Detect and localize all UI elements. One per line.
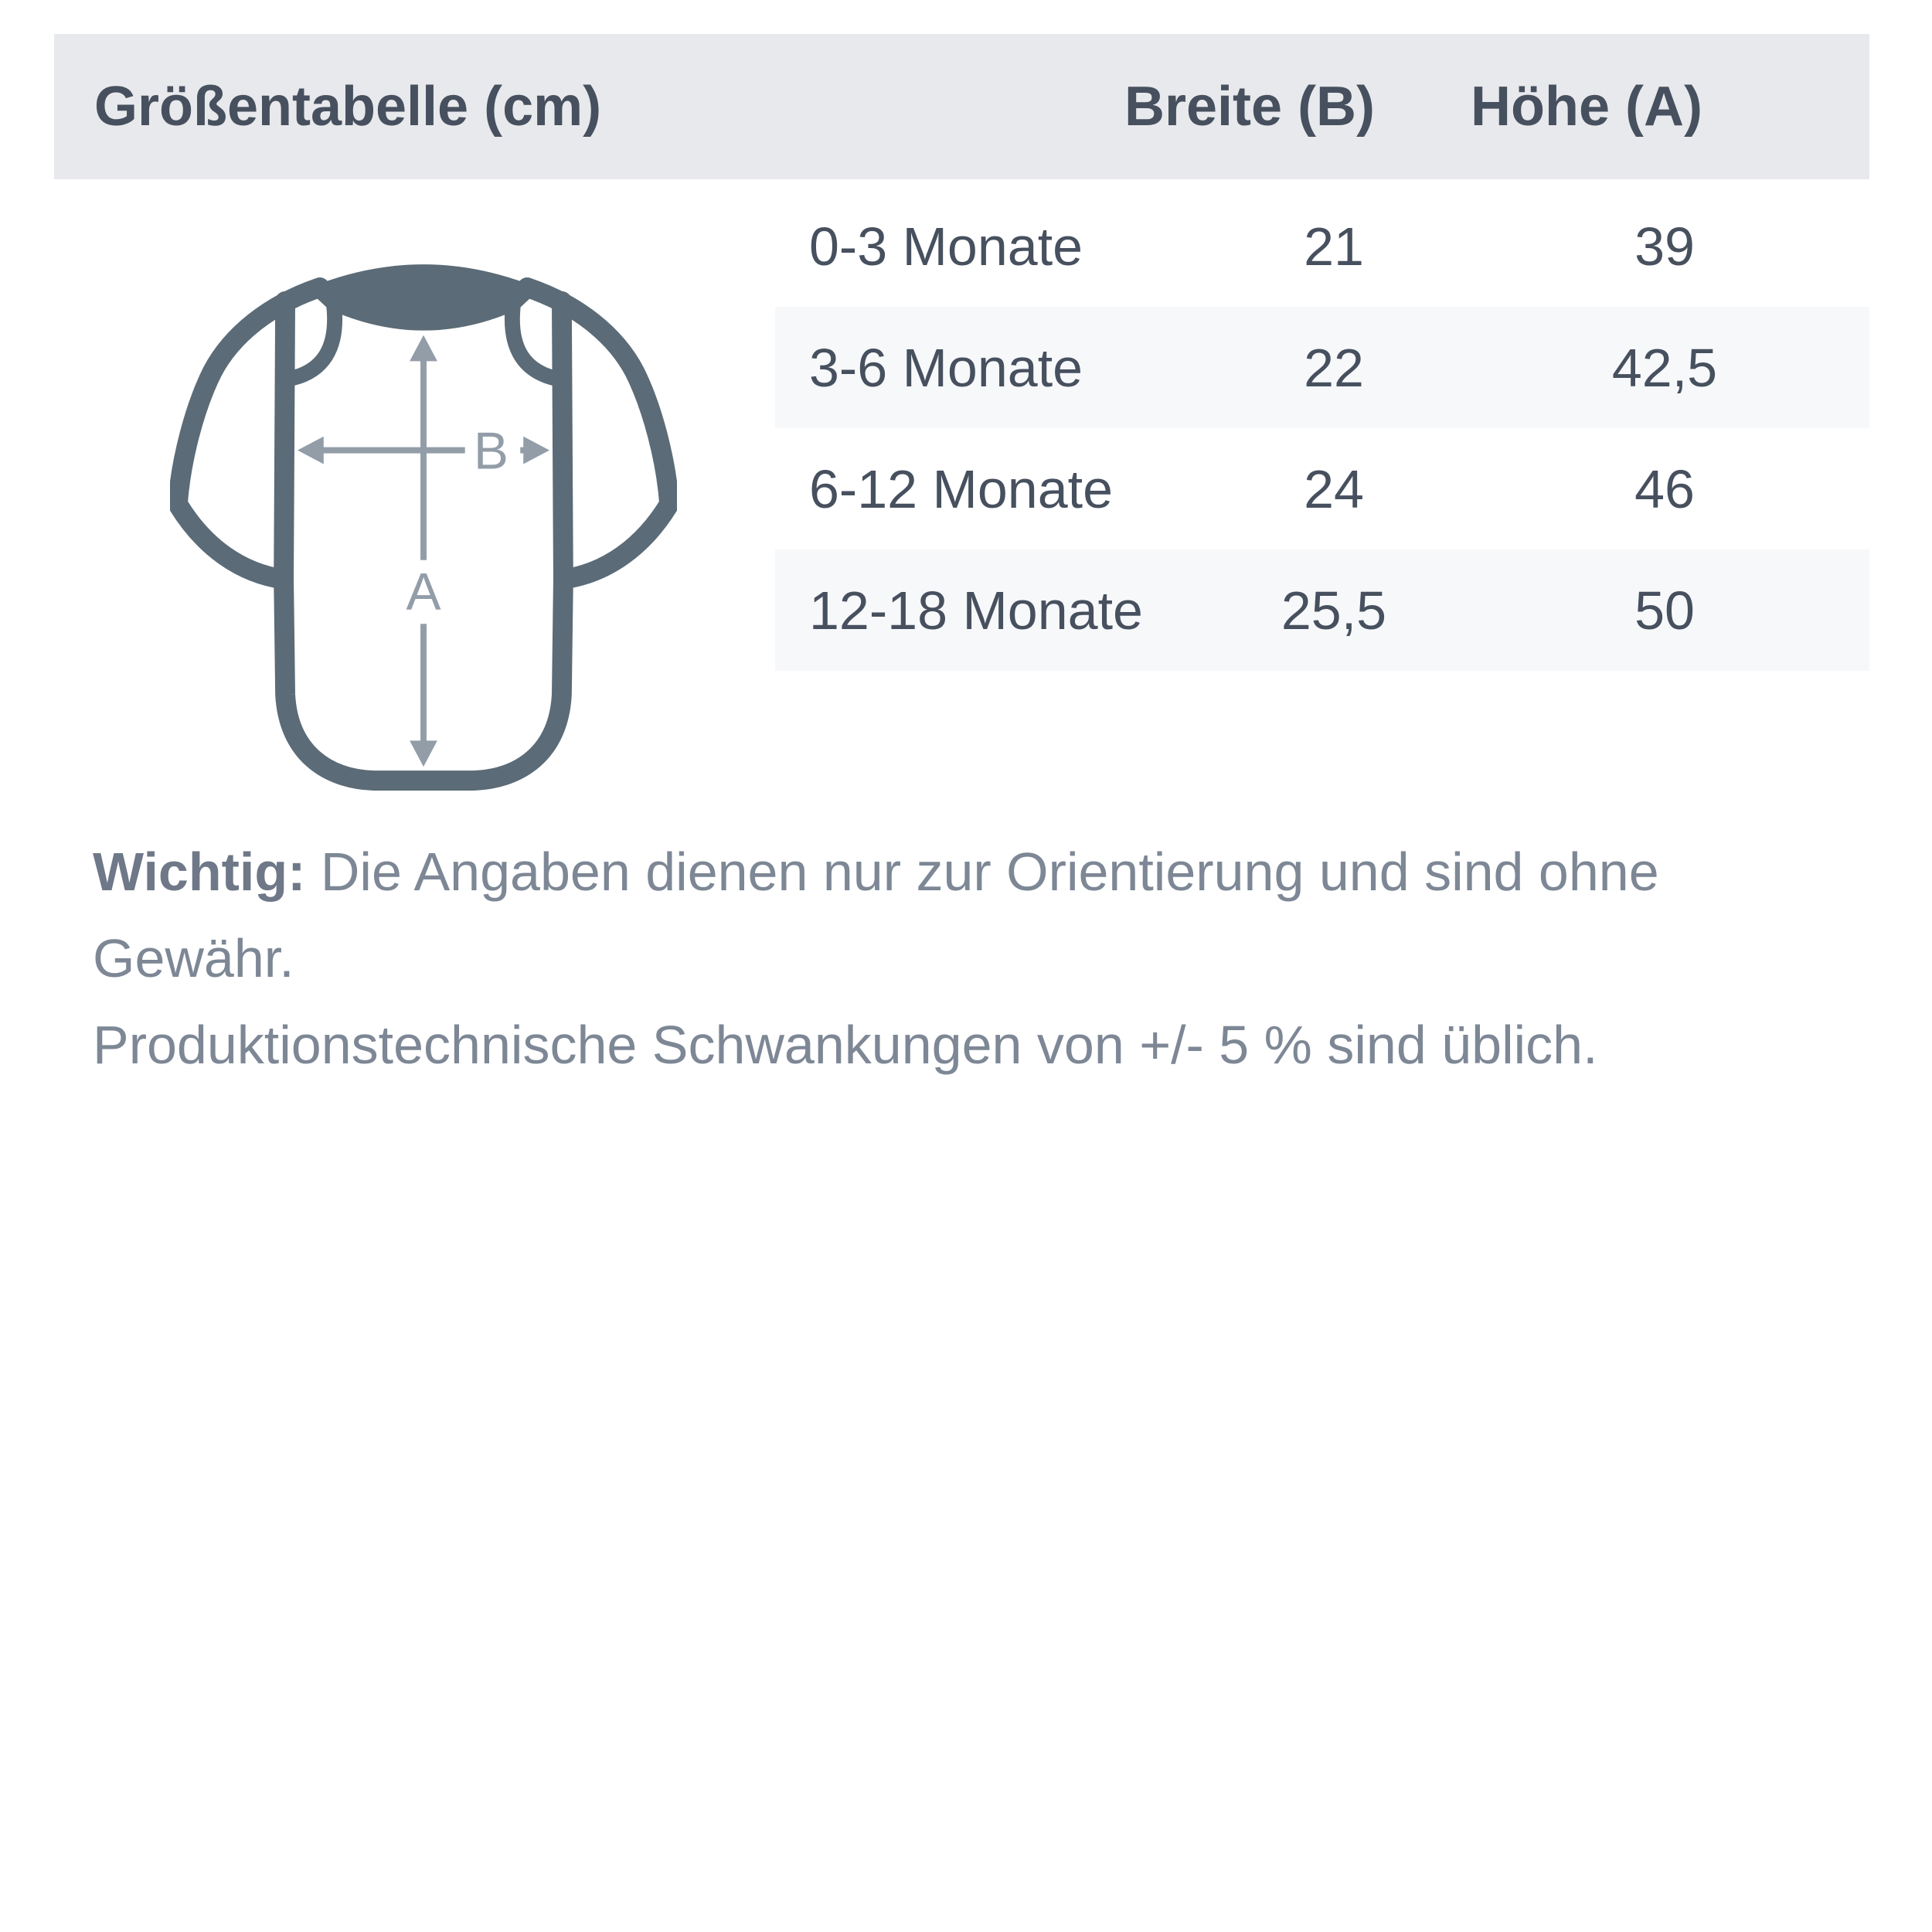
- table-row-3-6: [775, 307, 1869, 428]
- size-table-rows: [775, 185, 1869, 671]
- disclaimer-line1: [93, 828, 1855, 1002]
- row-breite-value: 22: [1304, 337, 1364, 398]
- disclaimer-text1: Die Angaben dienen nur zur Orientierung und sind ohne Gewähr.: [93, 842, 1659, 988]
- baby-bodysuit-diagram: [170, 264, 677, 802]
- column-header-hoehe: Höhe (A): [1471, 76, 1702, 138]
- row-label: 6-12 Monate: [809, 458, 1114, 519]
- row-breite-value: 25,5: [1281, 580, 1387, 641]
- row-hoehe-value: 39: [1634, 216, 1695, 277]
- row-label: 12-18 Monate: [809, 580, 1143, 641]
- height-arrow: [410, 335, 437, 767]
- collar: [324, 274, 523, 321]
- table-row-12-18: [775, 549, 1869, 671]
- row-breite-value: 24: [1304, 458, 1364, 519]
- disclaimer-line2: Produktionstechnische Schwankungen von +/- 5 % sind üblich.: [93, 1015, 1598, 1075]
- row-hoehe-value: 46: [1634, 458, 1695, 519]
- row-hoehe-value: 42,5: [1611, 337, 1718, 398]
- disclaimer-label: Wichtig:: [93, 842, 306, 902]
- row-breite-value: 21: [1304, 216, 1364, 277]
- height-arrow-label: A: [406, 563, 441, 621]
- row-label: 3-6 Monate: [809, 337, 1083, 398]
- row-label: 0-3 Monate: [809, 216, 1083, 277]
- disclaimer: [93, 828, 1855, 1088]
- table-row-6-12: [775, 428, 1869, 549]
- page-title: Größentabelle (cm): [94, 76, 602, 138]
- width-arrow-label: B: [473, 422, 509, 481]
- shoulder-seam-left: [284, 301, 285, 580]
- table-row-0-3: [775, 185, 1869, 307]
- table-header-bar: [54, 34, 1869, 179]
- row-hoehe-value: 50: [1634, 580, 1695, 641]
- shoulder-seam-right: [562, 301, 563, 580]
- column-header-breite: Breite (B): [1124, 76, 1376, 138]
